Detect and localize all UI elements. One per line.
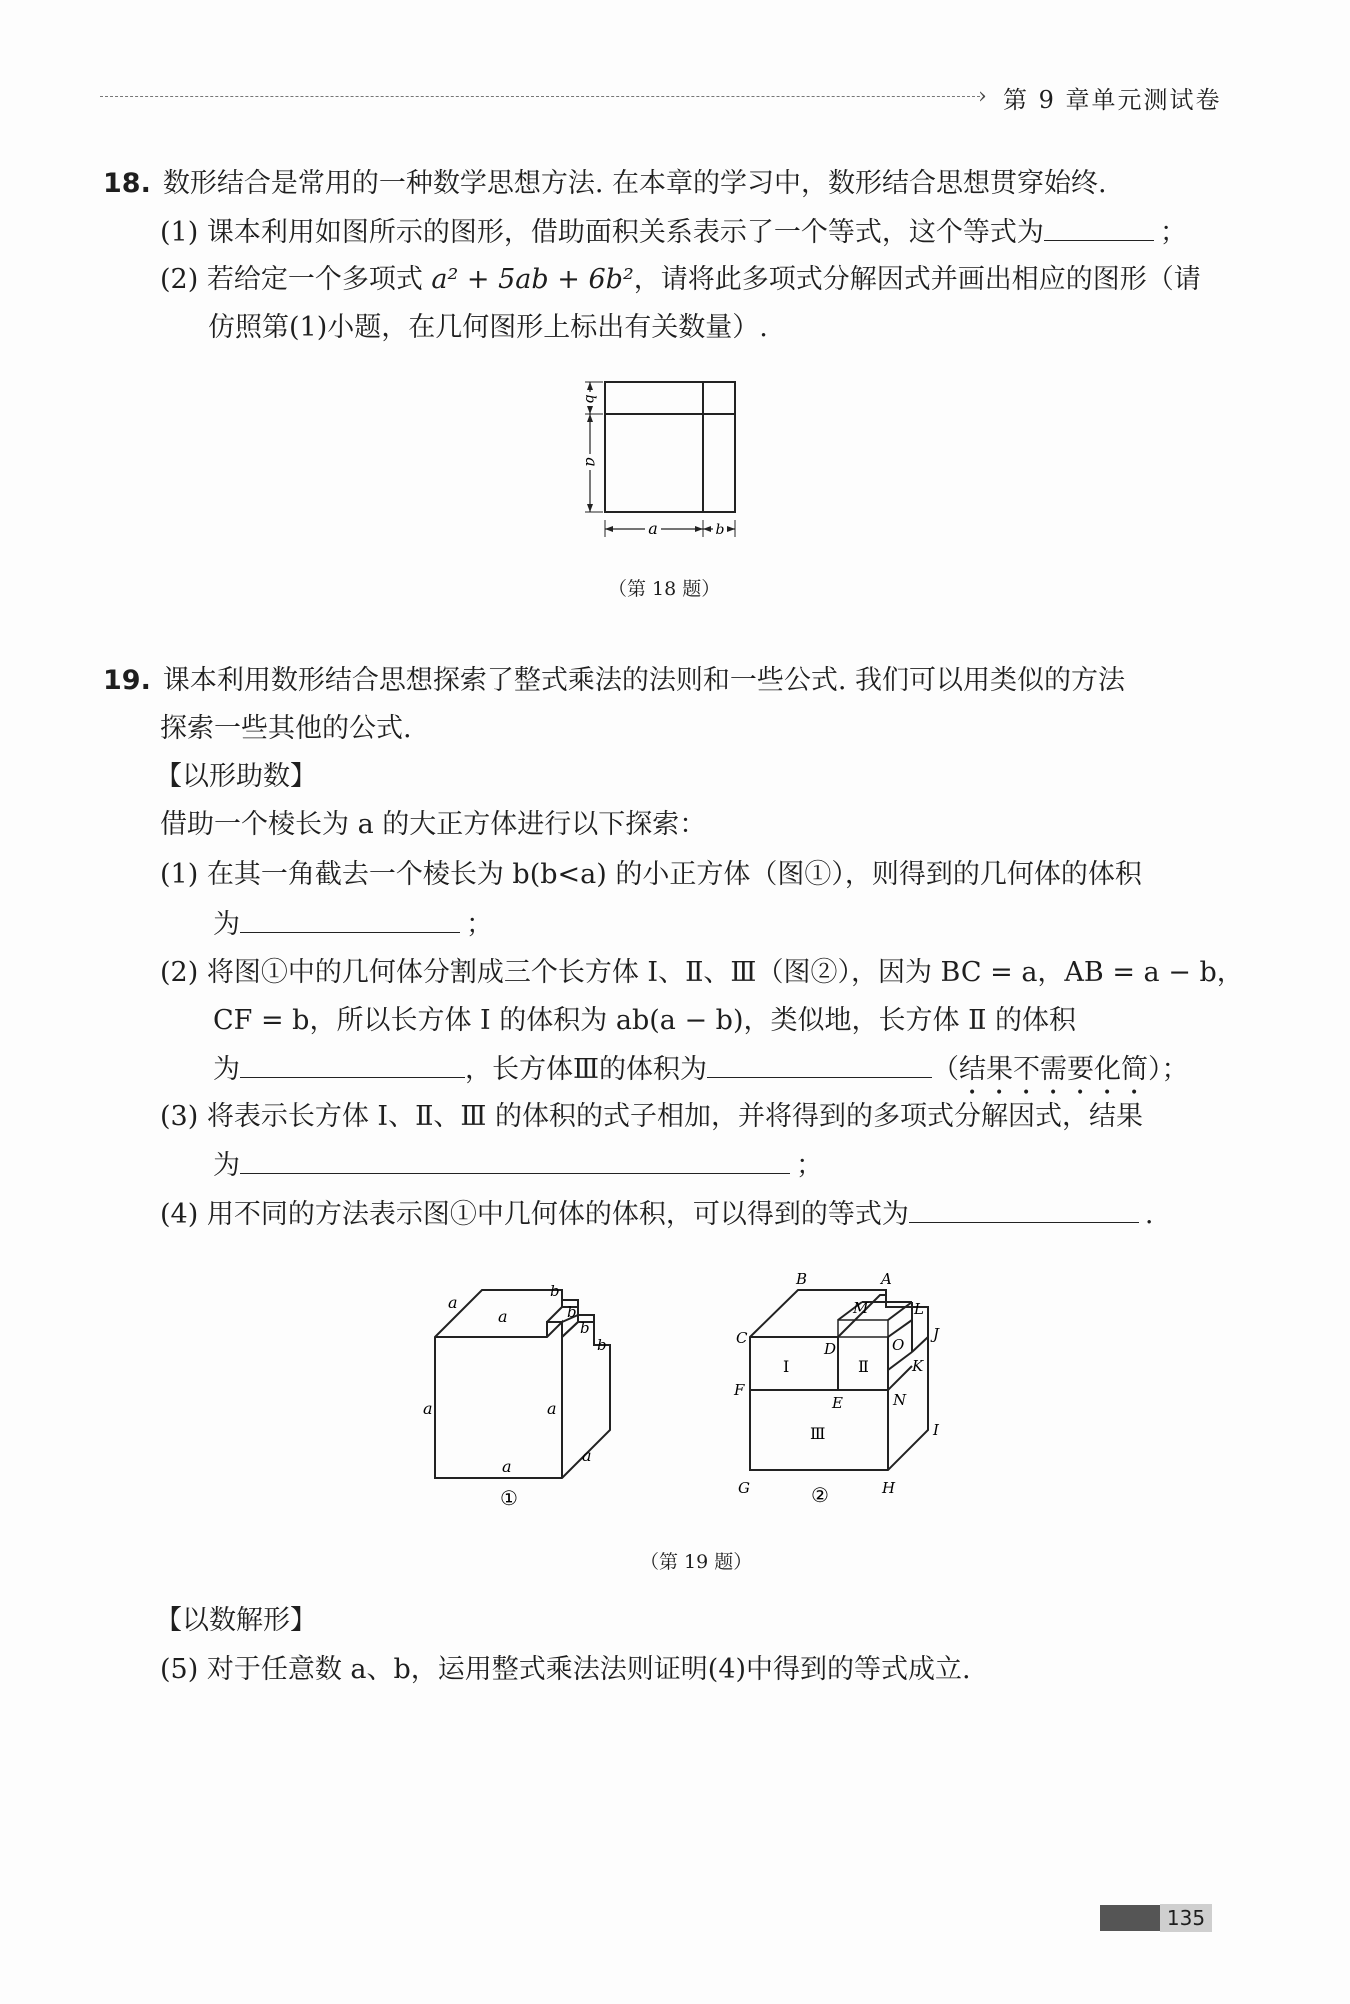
q19-intro: 借助一个棱长为 a 的大正方体进行以下探索： (160, 809, 707, 840)
q19-answer-blank-4[interactable] (240, 1147, 790, 1174)
q19-figure-1 (410, 1270, 650, 1515)
page-number: 135 (1160, 1904, 1212, 1932)
fig2-label-E: E (832, 1394, 843, 1412)
q19-figure-2 (720, 1262, 990, 1517)
fig1-label-b-3: b (580, 1319, 590, 1337)
q19-section-heading-2: 【以数解形】 (155, 1605, 317, 1636)
q18-label-a-left: a (582, 457, 601, 467)
q18-label-b-bottom: b (715, 522, 725, 538)
fig2-label-G: G (738, 1479, 750, 1497)
fig1-label-a-depth: a (582, 1446, 592, 1465)
q19-answer-blank-2[interactable] (240, 1051, 465, 1078)
fig2-label-O: O (892, 1336, 905, 1354)
fig1-label-a-left: a (423, 1399, 433, 1418)
fig2-region-II: Ⅱ (858, 1357, 869, 1376)
q18-stem: 18. 数形结合是常用的一种数学思想方法. 在本章的学习中，数形结合思想贯穿始终. (103, 168, 1107, 199)
q19-caption: （第 19 题） (640, 1551, 753, 1573)
q19-part1-cont: 为 ； (213, 906, 493, 943)
fig2-label-N: N (893, 1391, 907, 1409)
fig2-label-A: A (881, 1270, 892, 1288)
q18-caption: （第 18 题） (608, 578, 721, 600)
fig1-label-b-4: b (597, 1336, 607, 1354)
q19-part3-cont: 为 ； (213, 1147, 823, 1184)
q19-part2: (2) 将图①中的几何体分割成三个长方体 Ⅰ、Ⅱ、Ⅲ（图②），因为 BC = a，AB = a − b， (160, 957, 1244, 988)
fig1-label-b-1: b (550, 1282, 560, 1300)
q19-answer-blank-3[interactable] (707, 1051, 932, 1078)
fig2-label-B: B (796, 1270, 808, 1288)
q18-answer-blank-1[interactable] (1044, 214, 1154, 241)
fig2-label-L: L (914, 1300, 924, 1318)
q19-part2-cont: CF = b，所以长方体 Ⅰ 的体积为 ab(a − b)，类似地，长方体 Ⅱ 的体积 (213, 1005, 1077, 1036)
q19-emphasis-note: 结果不需要化简 (959, 1054, 1149, 1085)
q19-answer-blank-1[interactable] (240, 906, 460, 933)
q18-label-a-bottom: a (648, 519, 658, 538)
fig2-label-F: F (734, 1381, 745, 1399)
q19-stem: 19. 课本利用数形结合思想探索了整式乘法的法则和一些公式. 我们可以用类似的方法 (103, 665, 1126, 696)
q18-part2: (2) 若给定一个多项式 a² + 5ab + 6b²，请将此多项式分解因式并画出相应的图形（请 (160, 264, 1201, 295)
q18-number: 18. (103, 168, 151, 199)
fig1-label-a-top-left: a (448, 1293, 458, 1312)
header-rule (100, 96, 980, 97)
fig2-label-H: H (882, 1479, 896, 1497)
fig2-label-K: K (912, 1357, 924, 1375)
q19-number: 19. (103, 665, 151, 696)
header-arrow-icon: › (978, 84, 987, 109)
q19-part3: (3) 将表示长方体 Ⅰ、Ⅱ、Ⅲ 的体积的式子相加，并将得到的多项式分解因式，结果 (160, 1101, 1144, 1132)
q19-part4: (4) 用不同的方法表示图①中几何体的体积，可以得到的等式为 . (160, 1196, 1153, 1233)
q19-stem-cont: 探索一些其他的公式. (160, 713, 412, 744)
fig2-label-D: D (824, 1340, 837, 1358)
fig2-label-C: C (736, 1329, 748, 1347)
fig1-label-a-top: a (498, 1307, 508, 1326)
q18-polynomial: a² + 5ab + 6b² (431, 264, 634, 295)
q18-figure (575, 372, 755, 542)
q19-part1: (1) 在其一角截去一个棱长为 b(b<a) 的小正方体（图①），则得到的几何体的体积 (160, 859, 1142, 890)
q18-label-b-left: b (582, 394, 598, 404)
fig1-label-a-bottom: a (502, 1457, 512, 1476)
q18-part2-cont: 仿照第(1)小题，在几何图形上标出有关数量）. (208, 312, 768, 343)
q19-answer-blank-5[interactable] (909, 1196, 1139, 1223)
fig1-label-b-2: b (567, 1303, 577, 1321)
fig2-label-J: J (933, 1325, 940, 1343)
fig2-region-III: Ⅲ (810, 1424, 826, 1443)
fig1-number: ① (500, 1486, 518, 1510)
q19-part5: (5) 对于任意数 a、b，运用整式乘法法则证明(4)中得到的等式成立. (160, 1654, 971, 1685)
fig2-region-I: Ⅰ (783, 1357, 790, 1376)
q19-part2-cont2: 为 ，长方体Ⅲ的体积为 （结果不需要化简）； (213, 1051, 1189, 1101)
fig2-label-M: M (853, 1299, 869, 1317)
q19-section-heading-1: 【以形助数】 (155, 761, 317, 792)
fig2-label-I: I (933, 1421, 939, 1439)
fig1-label-a-right: a (547, 1399, 557, 1418)
q18-part1: (1) 课本利用如图所示的图形，借助面积关系表示了一个等式，这个等式为 ； (160, 214, 1187, 251)
chapter-title: 第 9 章单元测试卷 (1003, 86, 1222, 114)
fig2-number: ② (811, 1483, 829, 1507)
